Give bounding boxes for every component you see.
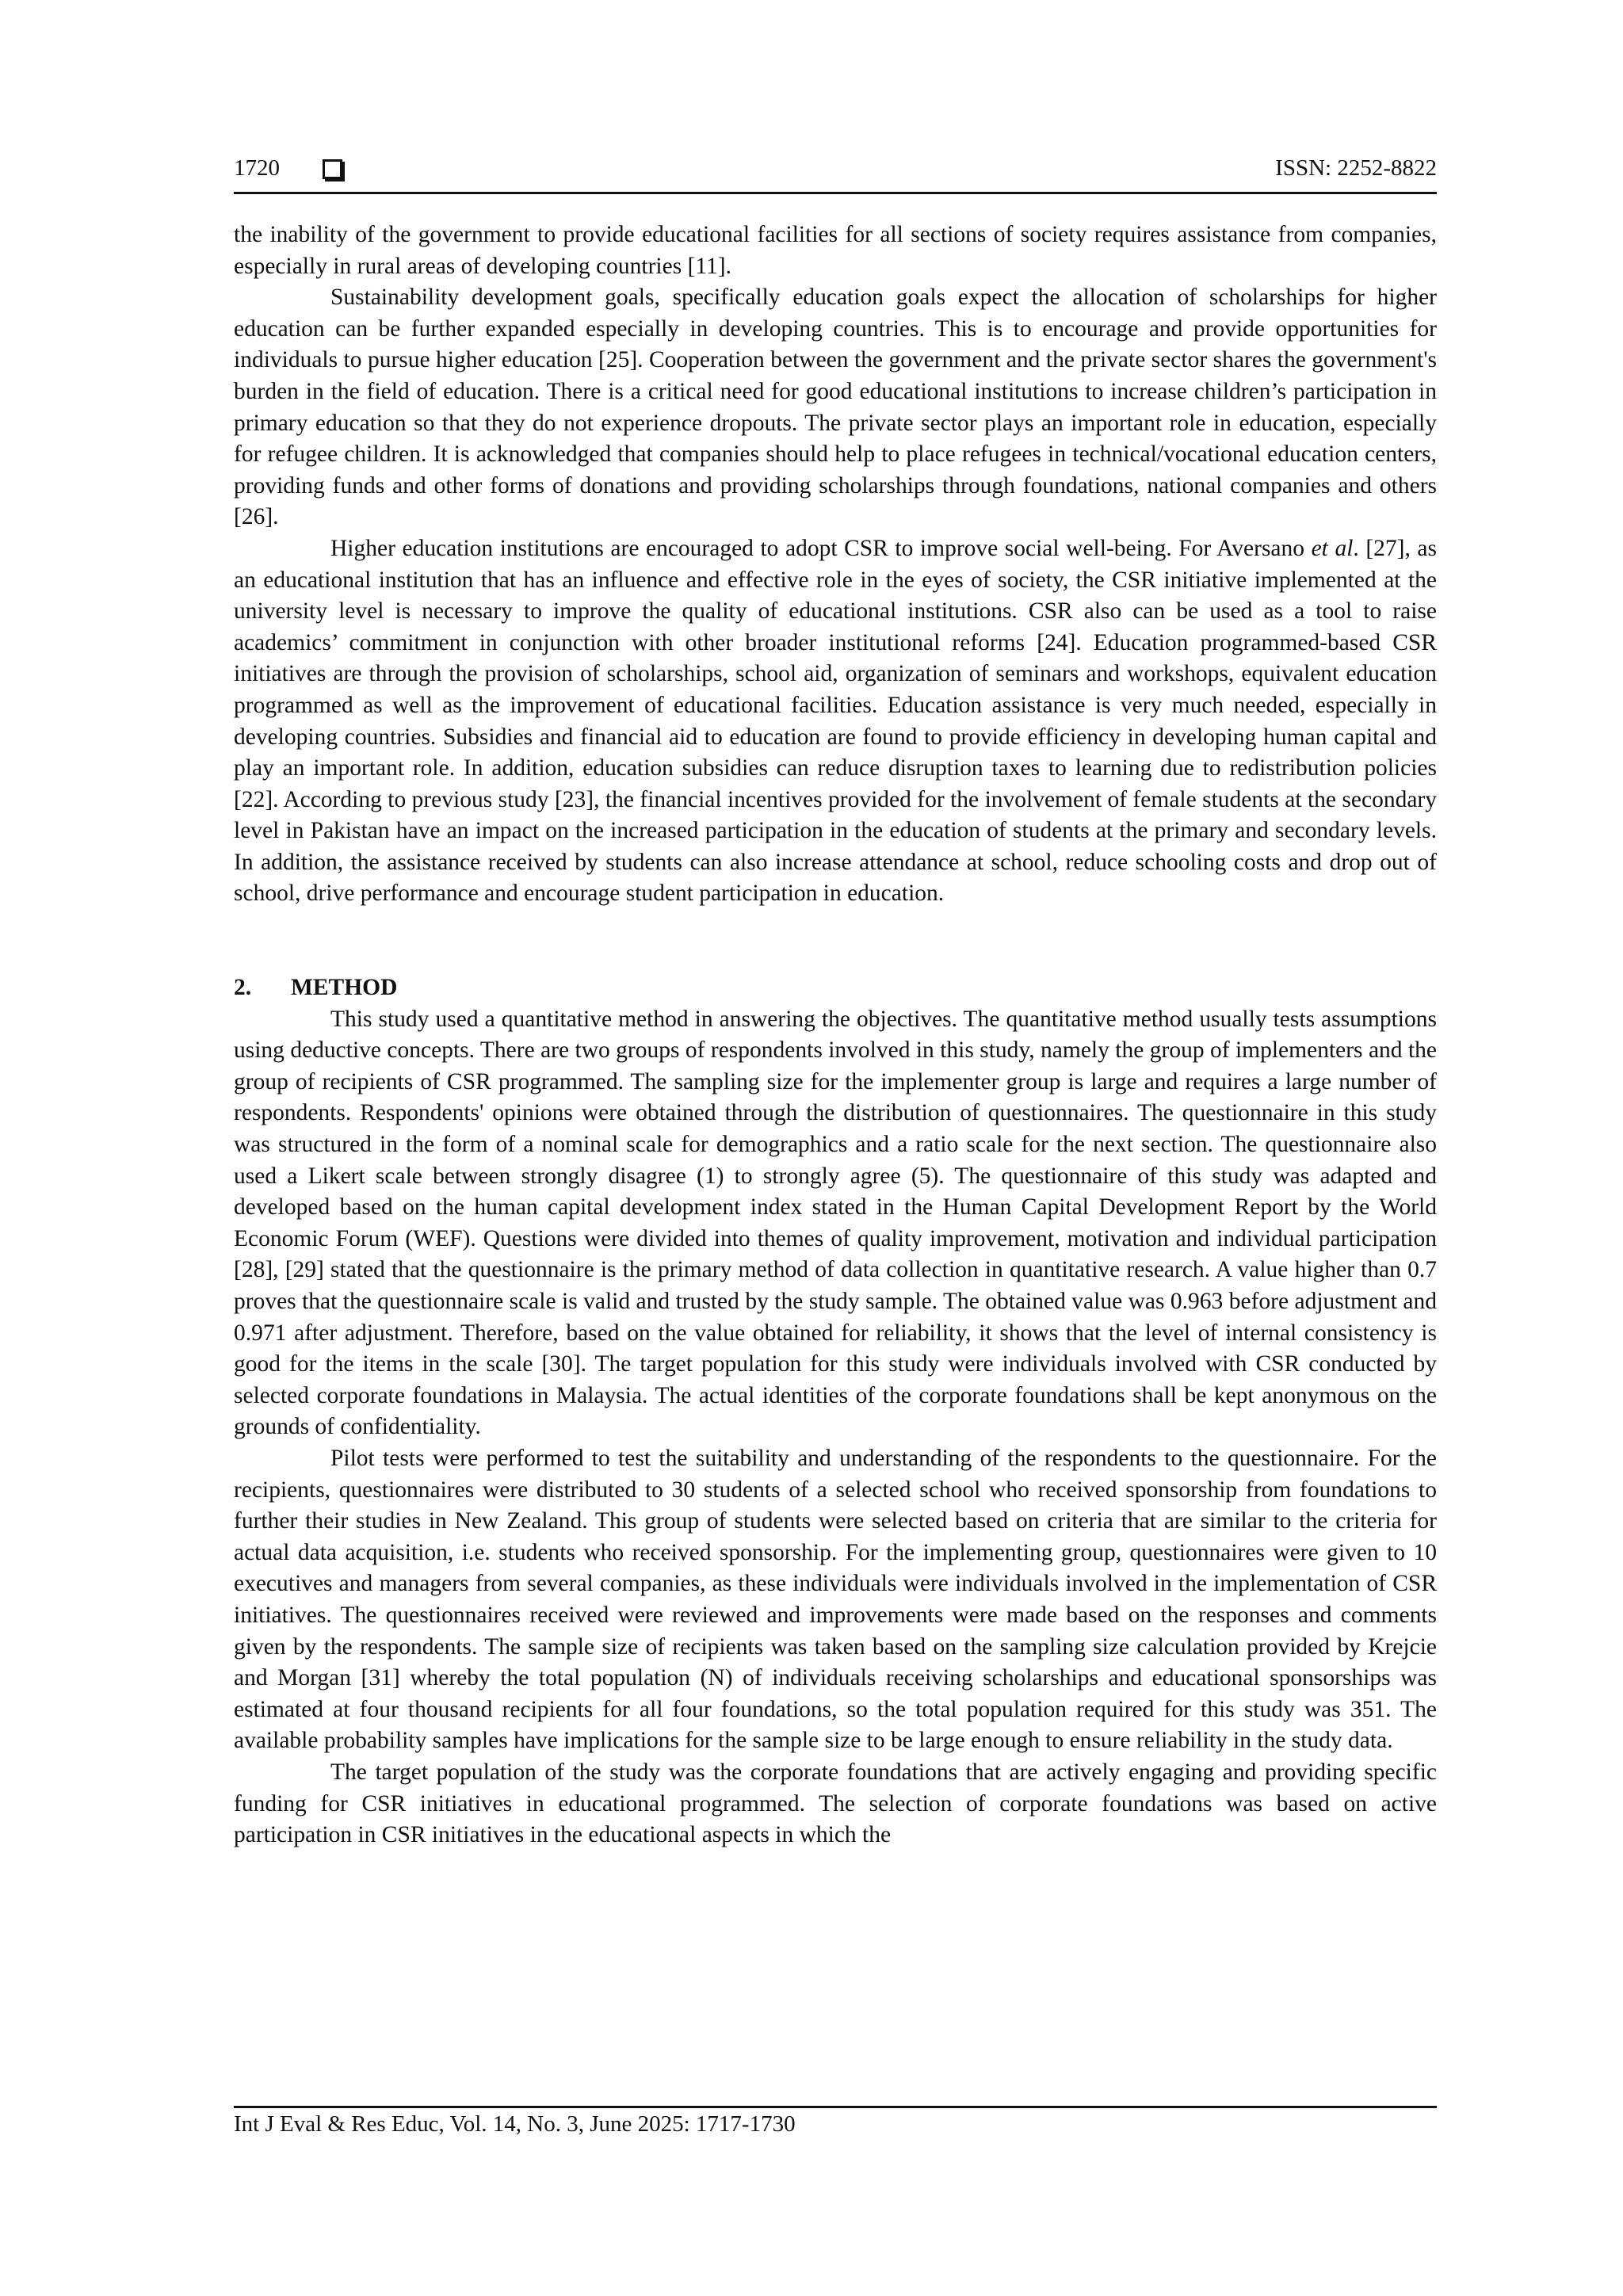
- paragraph-sdg: Sustainability development goals, specifically education goals expect the allocation of scholarships for higher education can be further expanded especially in developing countries. This is to encourage and provide opportunities for individuals to pursue higher education [25]. Cooperation between the government and the private sector shares the government's burden in the field of education. There is a critical need for good educational institutions to increase children’s participation in primary education so that they do not experience dropouts. The private sector plays an important role in education, especially for refugee children. It is acknowledged that companies should help to place refugees in technical/vocational education centers, providing funds and other forms of donations and providing scholarships through foundations, national companies and others [26].: [234, 285, 1437, 530]
- page-footer: Int J Eval & Res Educ, Vol. 14, No. 3, June 2025: 1717-1730: [234, 2111, 796, 2137]
- italic-et-al: et al: [1311, 535, 1354, 561]
- paragraph-higher-education: [234, 533, 1437, 910]
- page-number: 1720: [234, 155, 280, 181]
- paragraph-method-1: This study used a quantitative method in answering the objectives. The quantitative method usually tests assumptions using deductive concepts. There are two groups of respondents involved in this study, namely the group of implementers and the group of recipients of CSR programmed. The sampling size for the implementer group is large and requires a large number of respondents. Respondents' opinions were obtained through the distribution of questionnaires. The questionnaire in this study was structured in the form of a nominal scale for demographics and a ratio scale for the next section. The questionnaire also used a Likert scale between strongly disagree (1) to strongly agree (5). The questionnaire of this study was adapted and developed based on the human capital development index stated in the Human Capital Development Report by the World Economic Forum (WEF). Questions were divided into themes of quality improvement, motivation and individual participation [28], [29] stated that the questionnaire is the primary method of data collection in quantitative research. A value higher than 0.7 proves that the questionnaire scale is valid and trusted by the study sample. The obtained value was 0.963 before adjustment and 0.971 after adjustment. Therefore, based on the value obtained for reliability, it shows that the level of internal consistency is good for the items in the scale [30]. The target population for this study were individuals involved with CSR conducted by selected corporate foundations in Malaysia. The actual identities of the corporate foundations shall be kept anonymous on the grounds of confidentiality.: [234, 1006, 1437, 1440]
- article-body: [234, 220, 1437, 1851]
- page-header: [234, 155, 1437, 192]
- paragraph-method-2: Pilot tests were performed to test the suitability and understanding of the respondents to the questionnaire. For the recipients, questionnaires were distributed to 30 students of a selected school who received sponsorship from foundations to further their studies in New Zealand. This group of students were selected based on criteria that are similar to the criteria for actual data acquisition, i.e. students who received sponsorship. For the implementing group, questionnaires were given to 10 executives and managers from several companies, as these individuals were individuals involved in the implementation of CSR initiatives. The questionnaires received were reviewed and improvements were made based on the responses and comments given by the respondents. The sample size of recipients was taken based on the sampling size calculation provided by Krejcie and Morgan [31] whereby the total population (N) of individuals receiving scholarships and educational sponsorships was estimated at four thousand recipients for all four foundations, so the total population required for this study was 351. The available probability samples have implications for the sample size to be large enough to ensure reliability in the study data.: [234, 1445, 1437, 1754]
- paragraph-continuation: the inability of the government to provide educational facilities for all sections of society requires assistance from companies, especially in rural areas of developing countries [11].: [234, 222, 1437, 279]
- square-box-icon: [323, 159, 342, 179]
- section-number: 2.: [234, 975, 252, 1001]
- section-heading: [234, 972, 1437, 1004]
- section-title: METHOD: [291, 975, 398, 1001]
- paragraph-text: . [27], as an educational institution that has an influence and effective role in the eyes of society, the CSR initiative implemented at the university level is necessary to improve the quality of educational institutions. CSR also can be used as a tool to raise academics’ commitment in conjunction with other broader institutional reforms [24]. Education programmed-based CSR initiatives are through the provision of scholarships, school aid, organization of seminars and workshops, equivalent education programmed as well as the improvement of educational facilities. Education assistance is very much needed, especially in developing countries. Subsidies and financial aid to education are found to provide efficiency in developing human capital and play an important role. In addition, education subsidies can reduce disruption taxes to learning due to redistribution policies [22]. According to previous study [23], the financial incentives provided for the involvement of female students at the secondary level in Pakistan have an impact on the increased participation in the education of students at the primary and secondary levels. In addition, the assistance received by students can also increase attendance at school, reduce schooling costs and drop out of school, drive performance and encourage student participation in education.: [234, 535, 1437, 907]
- header-rule: [234, 192, 1437, 194]
- paragraph-text: Higher education institutions are encouraged to adopt CSR to improve social well-being. For Aversano: [330, 535, 1312, 561]
- paragraph-method-3: The target population of the study was the corporate foundations that are actively engaging and providing specific funding for CSR initiatives in educational programmed. The selection of corporate foundations was based on active participation in CSR initiatives in the educational aspects in which the: [234, 1759, 1437, 1848]
- issn-label: ISSN: 2252-8822: [1275, 155, 1437, 181]
- footer-rule: [234, 2106, 1437, 2108]
